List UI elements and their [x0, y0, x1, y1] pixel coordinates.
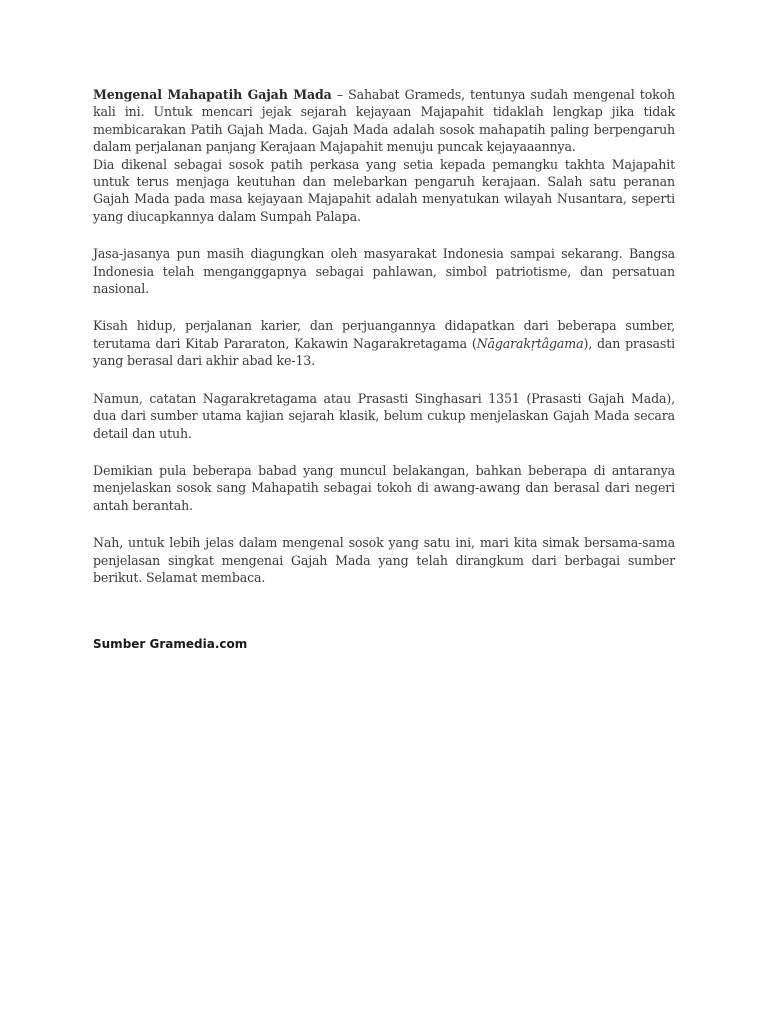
paragraph-5: Namun, catatan Nagarakretagama atau Prasasti Singhasari 1351 (Prasasti Gajah Mada), dua dari sumber utama kajian sejarah klasik, belum cukup menjelaskan Gajah Mada secara detail dan utuh.: [93, 390, 675, 441]
paragraph-6: Demikian pula beberapa babad yang muncul belakangan, bahkan beberapa di antaranya menjelaskan sosok sang Mahapatih sebagai tokoh di awang-awang dan berasal dari negeri antah berantah.: [93, 462, 675, 513]
paragraph-4-text-before: Kisah hidup, perjalanan karier, dan perjuangannya didapatkan dari beberapa sumber, terutama dari Kitab Pararaton, Kakawin Nagarakretagama (: [93, 318, 675, 351]
paragraph-intro: [93, 86, 675, 156]
paragraph-4-italic-term: Nāgarakṛtâgama: [476, 335, 584, 351]
article-body: [93, 86, 675, 586]
article-lead-title: Mengenal Mahapatih Gajah Mada: [93, 87, 332, 102]
paragraph-4-text-after: ), dan prasasti yang berasal dari akhir abad ke-13.: [93, 335, 675, 369]
paragraph-2: Dia dikenal sebagai sosok patih perkasa yang setia kepada pemangku takhta Majapahit untuk terus menjaga keutuhan dan melebarkan pengaruh kerajaan. Salah satu peranan Gajah Mada pada masa kejayaan Majapahit adalah menyatukan wilayah Nusantara, seperti yang diucapkannya dalam Sumpah Palapa.: [93, 156, 675, 224]
source-credit: Sumber Gramedia.com: [93, 637, 248, 651]
paragraph-intro-text: – Sahabat Grameds, tentunya sudah mengenal tokoh kali ini. Untuk mencari jejak sejarah kejayaan Majapahit tidaklah lengkap jika tidak membicarakan Patih Gajah Mada. Gajah Mada adalah sosok mahapatih paling berpengaruh dalam perjalanan panjang Kerajaan Majapahit menuju puncak kejayaaannya.: [93, 87, 676, 155]
paragraph-3: Jasa-jasanya pun masih diagungkan oleh masyarakat Indonesia sampai sekarang. Bangsa Indonesia telah menganggapnya sebagai pahlawan, simbol patriotisme, dan persatuan nasional.: [93, 246, 675, 297]
paragraph-7: Nah, untuk lebih jelas dalam mengenal sosok yang satu ini, mari kita simak bersama-sama penjelasan singkat mengenai Gajah Mada yang telah dirangkum dari berbagai sumber berikut. Selamat membaca.: [93, 535, 675, 585]
paragraph-4: [93, 317, 675, 369]
